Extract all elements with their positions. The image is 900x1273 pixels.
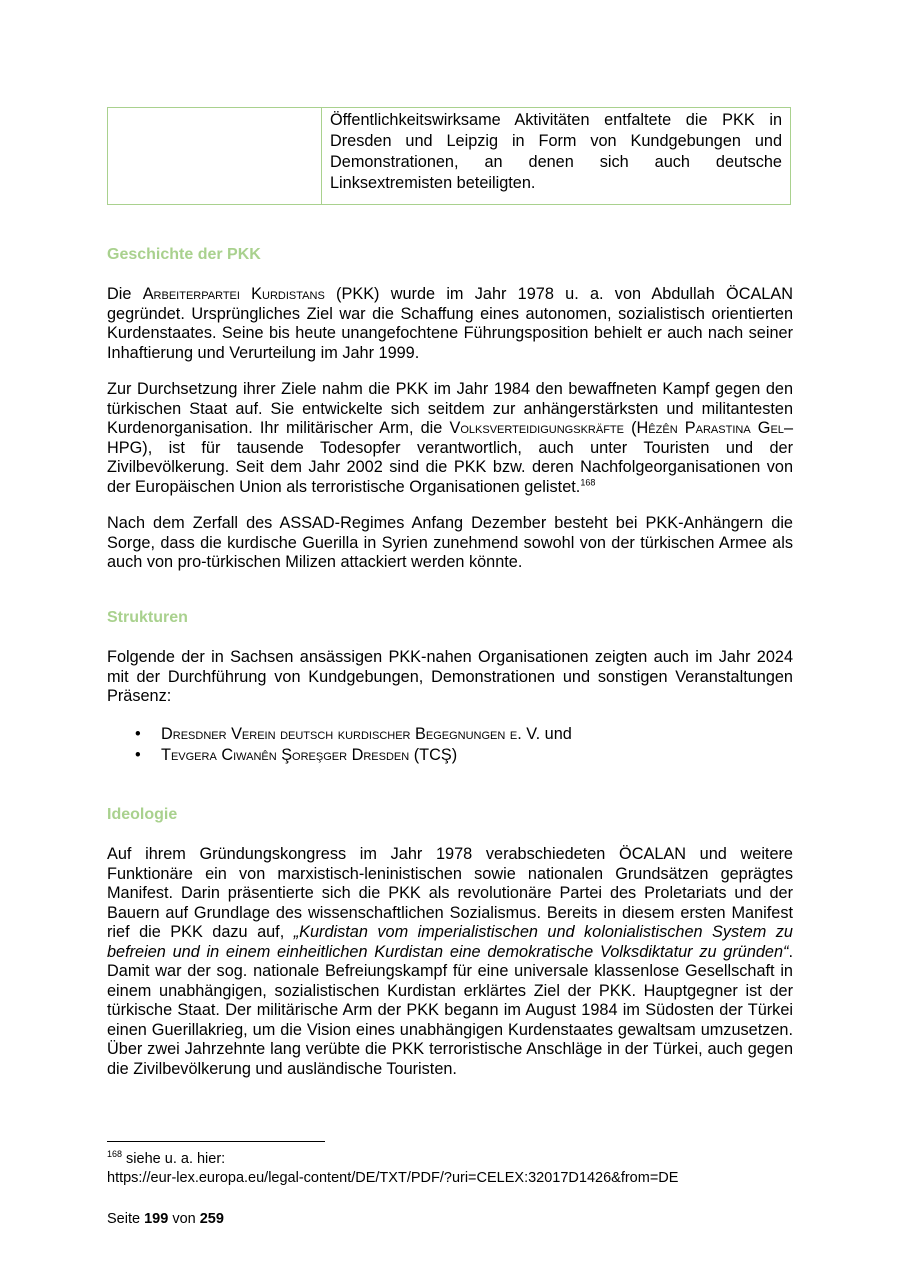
info-box: [107, 107, 791, 205]
heading-geschichte: Geschichte der PKK: [107, 246, 261, 263]
paragraph-ideologie: Auf ihrem Gründungskongress im Jahr 1978 verabschiedeten ÖCALAN und weitere Funktionäre ein von marxistisch-leninistischen sowie nationalen Grundsätzen geprägtes Manifest. Darin präsentierte sich die PKK als revolutionäre Partei des Proletariats und der Bauern auf Grundlage des wissenschaftlichen Sozialismus. Bereits in diesem ersten Manifest rief die PKK dazu auf, „Kurdistan vom imperialistischen und kolonialistischen System zu befreien und in einem einheitlichen Kurdistan eine demokratische Volksdiktatur zu gründen“. Damit war der sog. nationale Befreiungskampf für eine universale klassenlose Gesellschaft in einem unabhängigen, sozialistischen Kurdistan erklärtes Ziel der PKK. Hauptgegner ist der türkische Staat. Der militärische Arm der PKK begann im August 1984 im Südosten der Türkei einen Guerillakrieg, um die Vision eines unabhängigen Kurdenstaates gewaltsam umzusetzen. Über zwei Jahrzehnte lang verübte die PKK terroristische Anschläge in der Türkei, auch gegen die Zivilbevölkerung und ausländische Touristen.: [107, 845, 793, 1078]
paragraph-geschichte-3: Nach dem Zerfall des ASSAD-Regimes Anfang Dezember besteht bei PKK-Anhängern die Sorge, dass die kurdische Guerilla in Syrien zunehmend sowohl von der türkischen Armee als auch von pro-türkischen Milizen attackiert werden könnte.: [107, 514, 793, 571]
heading-strukturen: Strukturen: [107, 609, 188, 626]
info-box-text: Öffentlichkeitswirksame Aktivitäten entfaltete die PKK in Dresden und Leipzig in Form von Kundgebungen und Demonstrationen, an denen sich auch deutsche Linksextremisten beteiligten.: [330, 111, 782, 192]
list-item: • Tevgera Ciwanên Şoreşger Dresden (TCŞ): [135, 746, 458, 764]
footnote-ref-168: 168: [580, 477, 596, 488]
footnote-separator: [107, 1141, 325, 1142]
bullet-icon: •: [135, 725, 141, 743]
organisation-list: [107, 724, 793, 766]
footnote-url[interactable]: https://eur-lex.europa.eu/legal-content/DE/TXT/PDF/?uri=CELEX:32017D1426&from=DE: [107, 1170, 679, 1186]
list-item: • Dresdner Verein deutsch kurdischer Begegnungen e. V. und: [135, 725, 572, 743]
page-number: Seite 199 von 259: [107, 1211, 224, 1227]
paragraph-strukturen: Folgende der in Sachsen ansässigen PKK-nahen Organisationen zeigten auch im Jahr 2024 mit der Durchführung von Kundgebungen, Demonstrationen und sonstigen Veranstaltungen Präsenz:: [107, 648, 793, 705]
heading-ideologie: Ideologie: [107, 806, 178, 823]
footnote-168: $^{168}$ siehe u. a. hier: https://eur-lex.europa.eu/legal-content/DE/TXT/PDF/?uri=CELEX:32017D1426&from=DE: [107, 1150, 807, 1188]
box-divider: [321, 108, 322, 204]
paragraph-geschichte-1: Die Arbeiterpartei Kurdistans (PKK) wurde im Jahr 1978 u. a. von Abdullah ÖCALAN gegründet. Ursprüngliches Ziel war die Schaffung eines autonomen, sozialistisch orientierten Kurdenstaates. Seine bis heute unangefochtene Führungsposition behielt er auch nach seiner Inhaftierung und Verurteilung im Jahr 1999.: [107, 285, 793, 362]
paragraph-geschichte-2: Zur Durchsetzung ihrer Ziele nahm die PKK im Jahr 1984 den bewaffneten Kampf gegen den türkischen Staat auf. Sie entwickelte sich seitdem zur anhängerstärksten und militantesten Kurdenorganisation. Ihr militärischer Arm, die Volksverteidigungskräfte (Hêzên Parastina Gel–HPG), ist für tausende Todesopfer verantwortlich, auch unter Touristen und der Zivilbevölkerung. Seit dem Jahr 2002 sind die PKK bzw. deren Nachfolgeorganisationen von der Europäischen Union als terroristische Organisationen gelistet.$^{168}$: [107, 380, 793, 496]
bullet-icon: •: [135, 746, 141, 764]
